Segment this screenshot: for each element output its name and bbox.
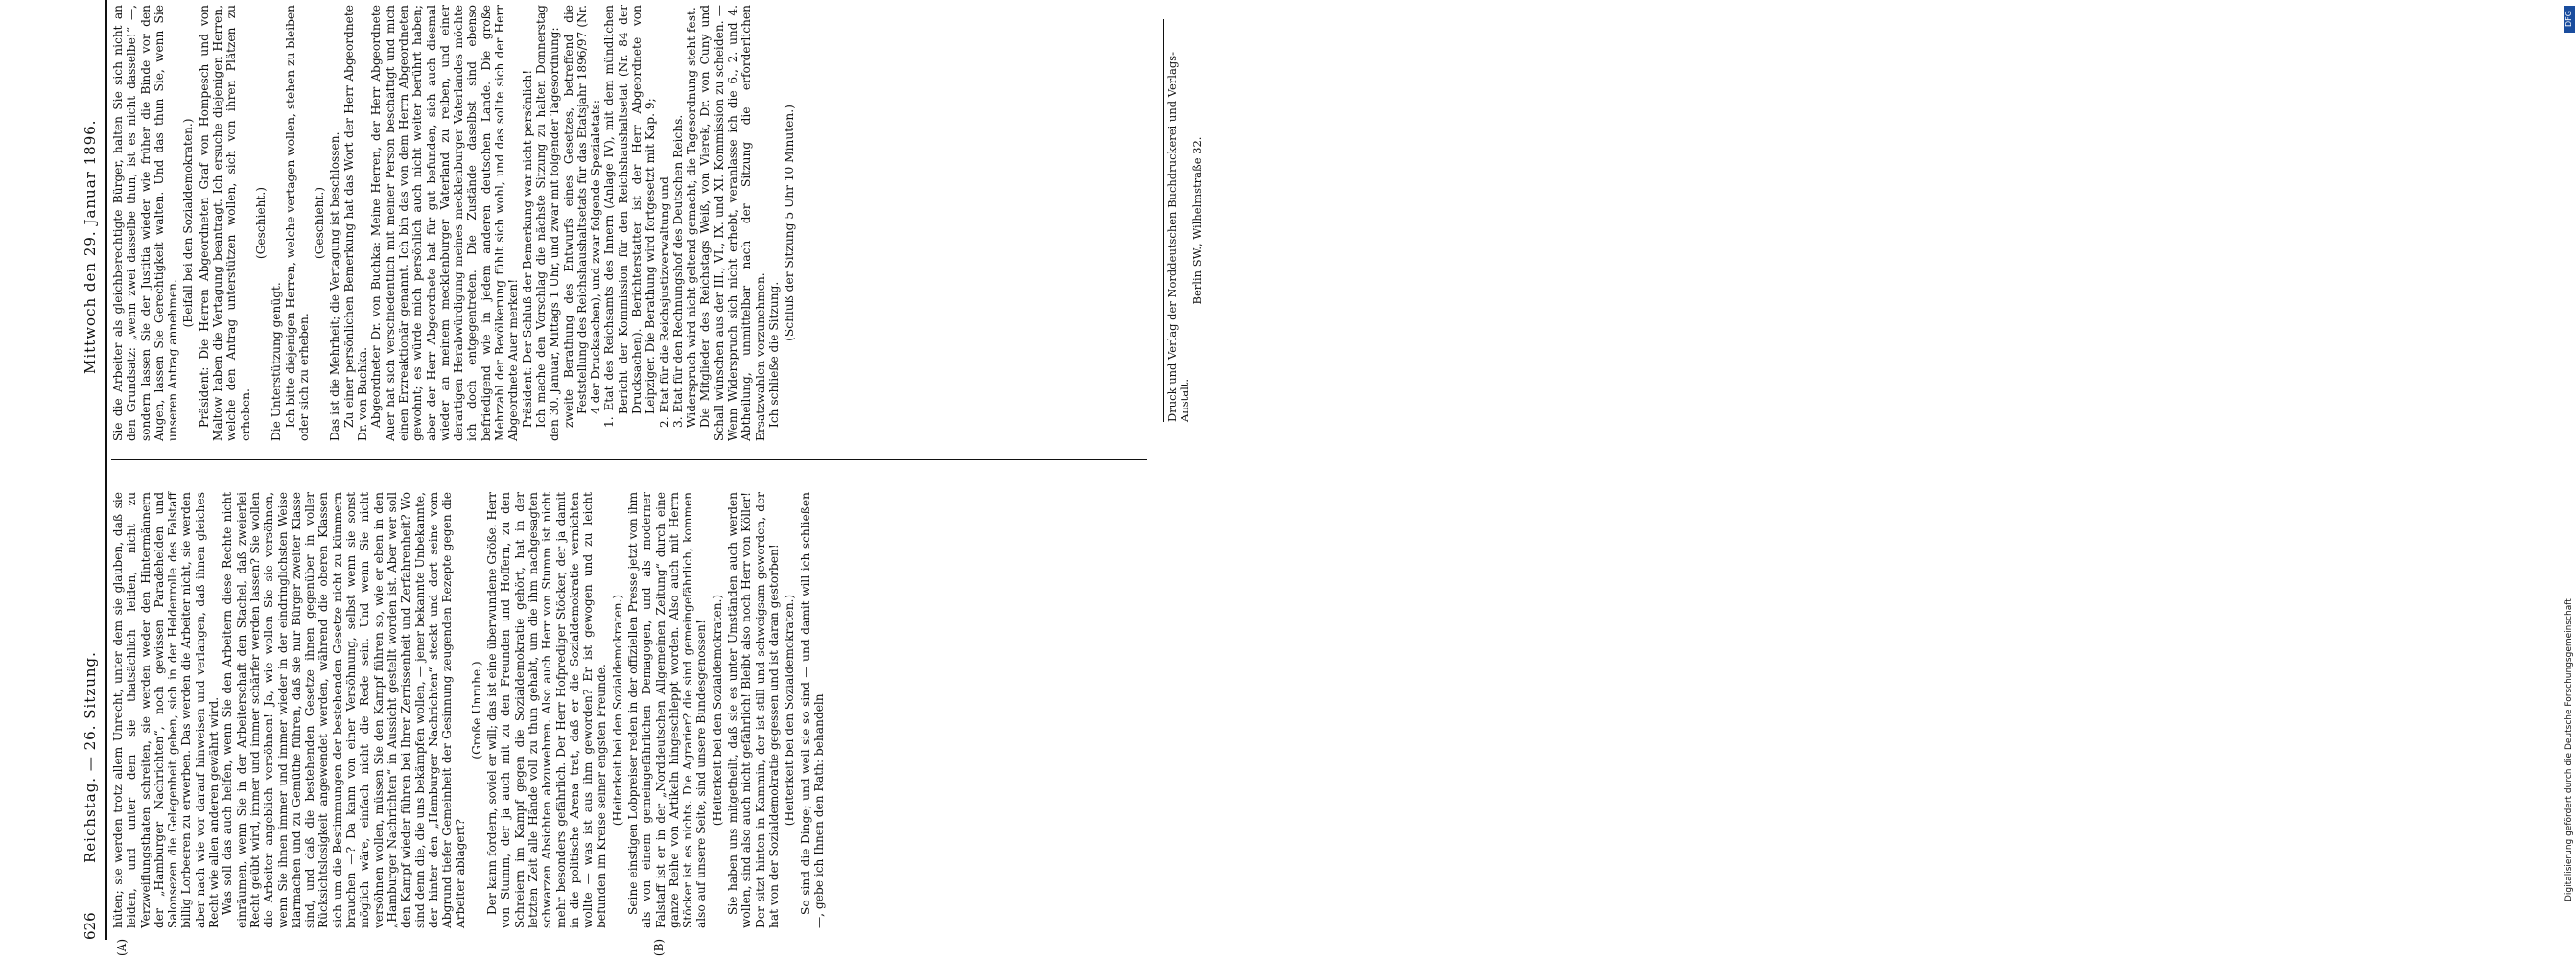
stage-direction: (Geschieht.) [253,186,268,260]
paragraph: Ich mache den Vorschlag die nächste Sitzung zu halten Donnerstag den 30. Januar, Mittags 1 Uhr, und zwar mit folgender Tagesordnung: [533,5,562,441]
stage-direction: (Geschieht.) [313,186,327,260]
header-rule [105,0,107,940]
paragraph: Was soll das auch helfen, wenn Sie den Arbeitern diese Rechte nicht einräumen, wenn Sie in der Arbeiterschaft den Stachel, daß zweierlei Recht geübt wird, immer und immer schärfer werden lassen? Sie wollen die Arbeiter angeblich versöhnen! Ja, wie wollen Sie sie versöhnen, wenn Sie ihnen immer und immer wieder in der eindringlichsten Weise klarmachen und zu Gemüthe führen, daß sie nur Bürger zweiter Klasse sind, und daß die bestehenden Gesetze ihnen gegenüber in voller Rücksichtslosigkeit angewendet werden, während die oberen Klassen sich um die Bestimmungen der bestehenden Gesetze nicht zu kümmern brauchen —? Da kann von einer Versöhnung, selbst wenn sie sonst möglich wäre, einfach nicht die Rede sein. Und wenn Sie nicht versöhnen wollen, müssen Sie den Kampf führen so, wie er eben in den „Hamburger Nachrichten“ in Aussicht gestellt worden ist. Aber wer soll den Kampf wieder führen bei Ihrer Zerrissenheit und Zerfahrenheit? Wo sind denn die, die uns bekämpfen wollen, — jener bekannte Unbekannte, der hinter den „Hamburger Nachrichten“ steckt und dort seine vom Abgrund tiefer Gemeinheit der Gesinnung zeugenden Rezepte gegen die Arbeiter ablagert? [221,492,468,928]
stage-direction: (Beifall bei den Sozialdemokraten.) [181,118,196,328]
header-right-title: Mittwoch den 29. Januar 1896. [82,119,99,374]
stage-direction: (Heiterkeit bei den Sozialdemokraten.) [710,594,724,827]
header-left-title: Reichstag. — 26. Sitzung. [82,651,99,863]
paragraph: hüten; sie werden trotz allem Unrecht, unter dem sie glauben, daß sie leiden, und unter dem sie thatsächlich leiden, nicht zu Verzweiflungsthaten schreiten, sie werden weder den Hintermännern der „Hamburger Nachrichten“, noch gewissen Paradehelden und Salonsezen die Gelegenheit geben, sich in der Heldenrolle des Falstaff billig Lorbeeren zu erwerben. Das werden die Arbeiter nicht, sie werden aber nach wie vor darauf hinweisen und verlangen, daß ihnen gleiches Recht wie allen anderen gewährt wird. [111,492,222,928]
paragraph: Die Unterstützung genügt. [269,282,284,441]
paragraph: Präsident: Die Herren Abgeordneten Graf von Hompesch und von Maltow haben die Vertagung beantragt. Ich ersuche diejenigen Herren, welche den Antrag unterstützen wollen, sich von ihren Plätzen zu erheben. [197,5,252,441]
paragraph: Ich bitte diejenigen Herren, welche vertagen wollen, stehen zu bleiben oder sich zu erheben. [283,5,311,441]
imprint-line: Berlin SW., Wilhelmstraße 32. [1190,136,1204,305]
paragraph: Widerspruch wird nicht geltend gemacht; die Tagesordnung steht fest. [685,7,699,428]
paragraph: Das ist die Mehrheit; die Vertagung ist beschlossen. [328,131,342,441]
stage-direction: (Heiterkeit bei den Sozialdemokraten.) [610,594,624,827]
stage-direction: (Schluß der Sitzung 5 Uhr 10 Minuten.) [783,105,797,341]
page-header [77,0,104,940]
paragraph: Zu einer persönlichen Bemerkung hat das Wort der Herr Abgeordnete Dr. von Buchka. [341,5,370,441]
digitization-credit-text: Digitalisierung gefördert durch die Deutsche Forschungsgemeinschaft [2564,598,2574,901]
stage-direction: (Heiterkeit bei den Sozialdemokraten.) [783,594,797,827]
list-item: 1. Etat des Reichsamts des Innern (Anlage IV), mit dem mündlichen Bericht der Kommission für den Reichshaushaltsetat (Nr. 84 der Drucksachen). Berichterstatter ist der Herr Abgeordnete von Leipziger. Die Berathung wird fortgesetzt mit Kap. 9; [602,5,658,428]
dfg-logo-icon: DFG [2564,6,2575,33]
paragraph: Sie die Arbeiter als gleichberechtigte Bürger, halten Sie sich nicht an den Grundsatz: „wenn zwei dasselbe thun, ist es nicht dasselbe!“ —, sondern lassen Sie der Justitia wieder wie früher die Binde vor den Augen, lassen Sie Gerechtigkeit walten. Und das thun Sie, wenn Sie unseren Antrag annehmen. [111,5,180,441]
paragraph: Sie haben uns mitgetheilt, daß sie es unter Umständen auch werden wollen, sind also auch nicht gefährlich! Bleibt also noch Herr von Köller! Der sitzt hinten in Kammin, der ist still und schweigsam geworden, der hat von der Sozialdemokratie gegessen und ist daran gestorben! [726,492,781,928]
paragraph: zweite Berathung des Entwurfs eines Gesetzes, betreffend die Feststellung des Reichshaushaltsetats für das Etatsjahr 1896/97 (Nr. 4 der Drucksachen), und zwar folgende Spezialetats: [561,5,603,428]
stage-direction: (Große Unruhe.) [469,661,483,760]
paragraph: Die Mitglieder des Reichstags Weiß, von Vierek, Dr. von Cuny und Schall wünschen aus der III., VI., IX. und XI. Kommission zu scheiden. — Wenn Widerspruch sich nicht erhebt, veranlasse ich die 6., 2. und 4. Abtheilung, unmittelbar nach der Sitzung die erforderlichen Ersatzwahlen vorzunehmen. [698,5,767,441]
paragraph: Präsident: Der Schluß der Bemerkung war nicht persönlich! [520,69,534,428]
imprint-line: Druck und Verlag der Norddeutschen Buchdruckerei und Verlags-Anstalt. [1165,52,1191,422]
paragraph: Der kann fordern, soviel er will; das ist eine überwundene Größe. Herr von Stumm, der ja auch mit zu den Freunden und Hoffern, zu den Schreiern im Kampf gegen die Sozialdemokratie gehört, hat in der letzten Zeit alle Hände voll zu thun gehabt, um die ihm nachgesagten schwarzen Absichten abzuwehren. Also auch Herr von Stumm ist nicht mehr besonders gefährlich. Der Herr Hofprediger Stöcker, der ja damit in die politische Arena trat, daß er die Sozialdemokratie vernichten wollte — was ist aus ihm geworden? Er ist gewogen und zu leicht befunden im Kreise seiner engsten Freunde. [485,492,609,928]
left-text-column [111,492,826,928]
margin-marker-a: (A) [115,938,129,957]
paragraph: Abgeordneter Dr. von Buchka: Meine Herren, der Herr Abgeordnete Auer hat sich verschiedentlich mit meiner Person beschäftigt und mich einen Erzreaktionär genannt. Ich bin das von dem Herrn Abgeordneten gewohnt; es würde mich persönlich auch nicht weiter berührt haben; aber der Herr Abgeordnete hat für gut befunden, sich auch diesmal wieder an meinem mecklenburger Vaterland zu reiben, und einer derartigen Herabwürdigung meines mecklenburger Vaterlandes möchte ich doch entgegentreten. Die Zustände daselbst sind ebenso befriedigend wie in jedem anderen deutschen Lande. Die große Mehrzahl der Bevölkerung fühlt sich wohl, und das sollte sich der Herr Abgeordnete Auer merken! [369,5,521,441]
paragraph: Seine einstigen Lobpreiser reden in der offiziellen Presse jetzt von ihm als von einem gemeingefährlichen Demagogen, und als moderner Falstaff ist er in der „Norddeutschen Allgemeinen Zeitung“ durch eine ganze Reihe von Artikeln hingeschleppt worden. Also auch mit Herrn Stöcker ist es nichts. Die Agrarier? die sind gemeingefährlich, kommen also auf unsere Seite, sind unsere Bundesgenossen! [625,492,709,928]
right-text-column [111,5,799,441]
column-divider [111,459,1147,460]
list-item: 2. Etat für die Reichsjustizverwaltung und [657,176,671,428]
paragraph: Ich schließe die Sitzung. [766,281,781,428]
paragraph: So sind die Dinge; und weil sie so sind — und damit will ich schließen —, gebe ich Ihnen den Rath: behandeln [798,492,826,928]
printer-imprint [1163,19,1204,422]
margin-marker-b: (B) [652,938,666,957]
page-number: 626 [82,912,99,940]
digitization-credit-bar [1280,0,2574,959]
scanned-page [77,0,1204,957]
list-item: 3. Etat für den Rechnungshof des Deutschen Reichs. [670,114,685,428]
